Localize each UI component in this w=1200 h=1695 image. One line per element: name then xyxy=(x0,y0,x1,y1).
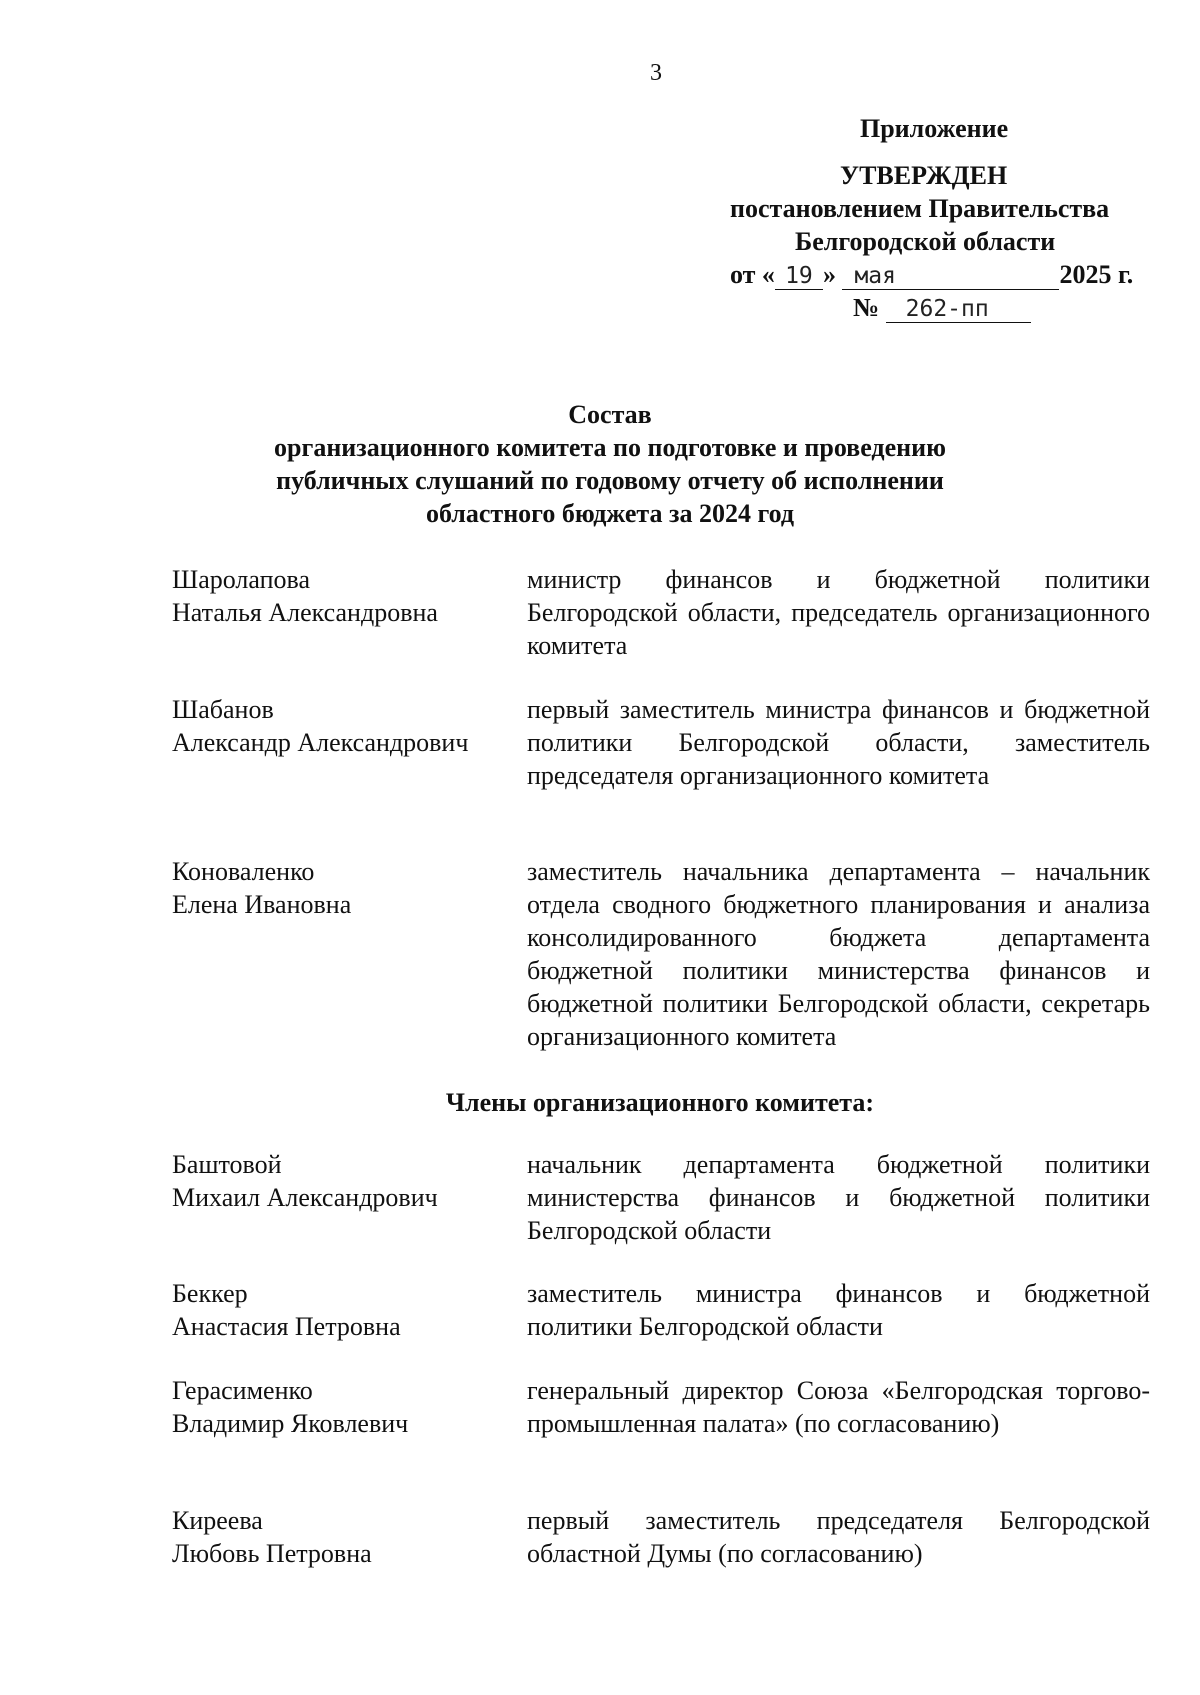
date-mid: » xyxy=(822,260,836,289)
person-role: первый заместитель министра финансов и бюджетной политики Белгородской области, заместитель председателя организационного комитета xyxy=(527,695,1150,790)
page-number: 3 xyxy=(650,60,662,86)
surname: Киреева xyxy=(172,1506,263,1535)
person-name xyxy=(172,1374,512,1440)
title-line: публичных слушаний по годовому отчету об исполнении xyxy=(276,466,944,495)
given-name: Любовь Петровна xyxy=(172,1539,372,1568)
surname: Коноваленко xyxy=(172,857,315,886)
person-name xyxy=(172,1504,512,1570)
person-name xyxy=(172,693,512,759)
given-name: Владимир Яковлевич xyxy=(172,1409,409,1438)
person-name xyxy=(172,1148,512,1214)
given-name: Анастасия Петровна xyxy=(172,1312,401,1341)
document-title xyxy=(160,398,1060,530)
given-name: Наталья Александровна xyxy=(172,598,438,627)
decree-number xyxy=(853,291,1150,324)
person-name xyxy=(172,1277,512,1343)
surname: Герасименко xyxy=(172,1376,313,1405)
decree-label: постановлением Правительства xyxy=(730,194,1110,223)
approved-label: УТВЕРЖДЕН xyxy=(840,161,1008,190)
title-line: областного бюджета за 2024 год xyxy=(425,499,795,528)
title-line: организационного комитета по подготовке и проведению xyxy=(274,433,946,462)
person-name xyxy=(172,855,512,921)
surname: Баштовой xyxy=(172,1150,282,1179)
person-role: заместитель министра финансов и бюджетной политики Белгородской области xyxy=(527,1279,1150,1341)
date-year: 2025 г. xyxy=(1059,260,1134,289)
given-name: Александр Александрович xyxy=(172,728,469,757)
number-value: 262-пп xyxy=(886,296,1031,323)
surname: Беккер xyxy=(172,1279,248,1308)
region-label: Белгородской области xyxy=(795,227,1056,256)
person-role: министр финансов и бюджетной политики Белгородской области, председатель организационного комитета xyxy=(527,565,1150,660)
given-name: Михаил Александрович xyxy=(172,1183,438,1212)
decree-date xyxy=(730,258,1150,291)
person-name xyxy=(172,563,512,629)
title-main: Состав xyxy=(568,400,652,429)
person-role: первый заместитель председателя Белгородской областной Думы (по согласованию) xyxy=(527,1506,1150,1568)
appendix-label: Приложение xyxy=(860,114,1009,143)
given-name: Елена Ивановна xyxy=(172,890,352,919)
members-heading: Члены организационного комитета: xyxy=(445,1088,875,1117)
number-prefix: № xyxy=(853,293,880,322)
surname: Шабанов xyxy=(172,695,274,724)
date-day: 19 xyxy=(775,263,823,290)
approval-stamp xyxy=(700,112,1150,324)
person-role: начальник департамента бюджетной политики министерства финансов и бюджетной политики Белгородской области xyxy=(527,1150,1150,1245)
person-role: генеральный директор Союза «Белгородская торгово-промышленная палата» (по согласованию) xyxy=(527,1376,1150,1438)
person-role: заместитель начальника департамента – начальник отдела сводного бюджетного планирования и анализа консолидированного бюджета департамента бюджетной политики министерства финансов и бюджетной политики Белгородской области, секретарь организационного комитета xyxy=(527,857,1150,1051)
date-month: мая xyxy=(842,263,1059,290)
surname: Шаролапова xyxy=(172,565,310,594)
date-prefix: от « xyxy=(730,260,775,289)
